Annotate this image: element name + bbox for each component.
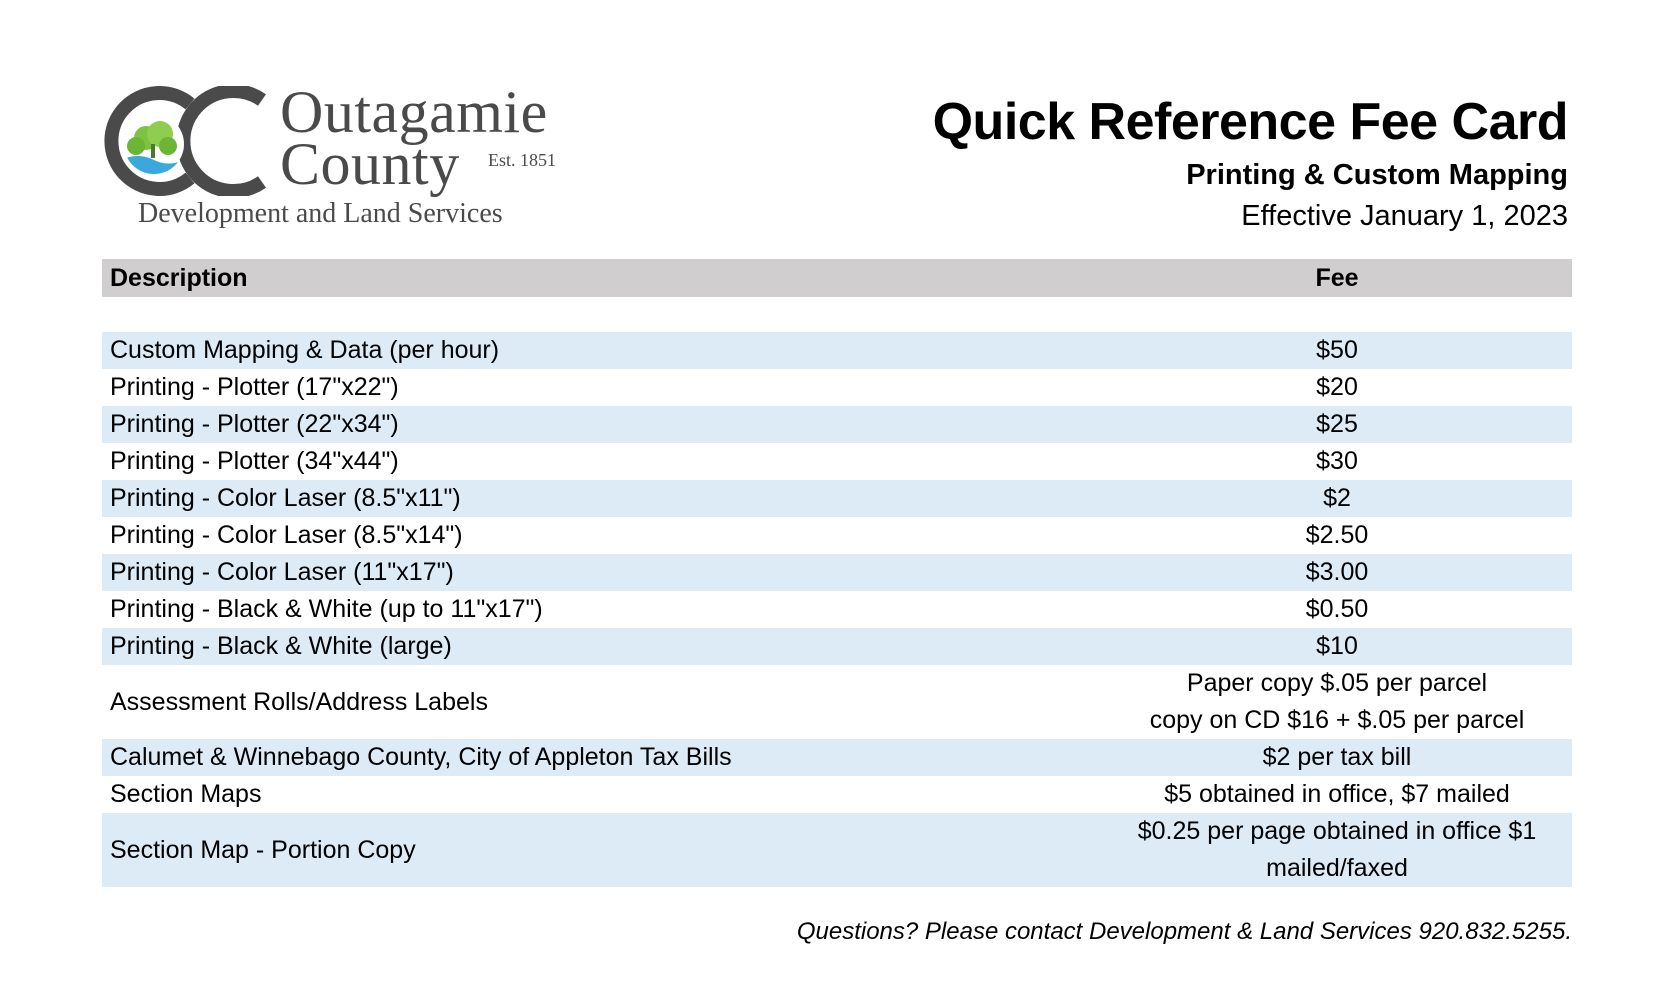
- table-row: [102, 554, 1572, 591]
- fee-table: [102, 259, 1572, 887]
- row-description: Assessment Rolls/Address Labels: [110, 687, 488, 716]
- row-fee: [1102, 406, 1572, 443]
- logo-subtitle: Development and Land Services: [138, 198, 503, 229]
- row-fee: [1102, 443, 1572, 480]
- row-description: Section Maps: [110, 780, 262, 808]
- logo-name-line1: Outagamie: [280, 79, 548, 145]
- fee-line: $30: [1316, 447, 1358, 475]
- fee-line: $25: [1316, 410, 1358, 438]
- table-body: [102, 332, 1572, 887]
- row-fee: [1102, 813, 1572, 887]
- fee-line: Paper copy $.05 per parcel: [1186, 669, 1488, 697]
- row-fee: [1102, 517, 1572, 554]
- table-row: [102, 813, 1572, 887]
- row-fee: [1102, 480, 1572, 517]
- fee-line: $2 per tax bill: [1262, 743, 1412, 771]
- table-row: [102, 443, 1572, 480]
- fee-line: $2: [1323, 484, 1351, 512]
- fee-line: mailed/faxed: [1266, 854, 1408, 882]
- table-row: [102, 776, 1572, 813]
- table-row: [102, 665, 1572, 739]
- row-fee: [1102, 739, 1572, 776]
- row-fee: [1102, 665, 1572, 739]
- table-header-row: [102, 259, 1572, 297]
- row-fee: [1102, 776, 1572, 813]
- row-description: Printing - Plotter (22"x34"): [110, 410, 399, 438]
- row-description: Printing - Plotter (34"x44"): [110, 447, 399, 475]
- table-row: [102, 480, 1572, 517]
- row-description: Printing - Black & White (large): [110, 632, 452, 660]
- row-description: Printing - Color Laser (8.5"x14"): [110, 521, 463, 549]
- contact-footer: Questions? Please contact Development & Land Services 920.832.5255.: [796, 918, 1572, 945]
- table-row: [102, 406, 1572, 443]
- table-row: [102, 369, 1572, 406]
- fee-line: $0.50: [1305, 595, 1369, 623]
- fee-line: $5 obtained in office, $7 mailed: [1164, 780, 1510, 808]
- county-logo: [102, 79, 592, 236]
- row-description: Calumet & Winnebago County, City of Appleton Tax Bills: [110, 743, 732, 771]
- logo-county-name: [280, 79, 548, 197]
- table-spacer: [102, 297, 1572, 332]
- table-row: [102, 332, 1572, 369]
- oc-emblem-icon: [102, 86, 282, 196]
- fee-line: $2.50: [1305, 521, 1369, 549]
- row-description: Section Map - Portion Copy: [110, 835, 416, 864]
- effective-date: Effective January 1, 2023: [1241, 200, 1568, 232]
- fee-line: $0.25 per page obtained in office $1: [1137, 817, 1537, 845]
- table-row: [102, 739, 1572, 776]
- row-fee: [1102, 591, 1572, 628]
- row-description: Printing - Plotter (17"x22"): [110, 373, 399, 401]
- fee-line: $20: [1316, 373, 1358, 401]
- logo-est: Est. 1851: [488, 150, 557, 170]
- fee-line: $10: [1316, 632, 1358, 660]
- fee-line: copy on CD $16 + $.05 per parcel: [1149, 706, 1525, 734]
- row-fee: [1102, 628, 1572, 665]
- row-description: Custom Mapping & Data (per hour): [110, 336, 500, 364]
- table-row: [102, 591, 1572, 628]
- fee-line: $3.00: [1305, 558, 1369, 586]
- table-row: [102, 517, 1572, 554]
- column-header-fee: Fee: [1315, 263, 1359, 292]
- row-description: Printing - Color Laser (11"x17"): [110, 558, 454, 586]
- row-description: Printing - Color Laser (8.5"x11"): [110, 484, 461, 512]
- row-fee: [1102, 369, 1572, 406]
- row-fee: [1102, 332, 1572, 369]
- table-row: [102, 628, 1572, 665]
- logo-name-line2: County: [280, 131, 460, 197]
- row-fee: [1102, 554, 1572, 591]
- page-subtitle: Printing & Custom Mapping: [1186, 159, 1568, 191]
- page-title: Quick Reference Fee Card: [932, 93, 1568, 151]
- row-description: Printing - Black & White (up to 11"x17"): [110, 595, 543, 623]
- column-header-description: Description: [110, 263, 248, 292]
- fee-line: $50: [1316, 336, 1358, 364]
